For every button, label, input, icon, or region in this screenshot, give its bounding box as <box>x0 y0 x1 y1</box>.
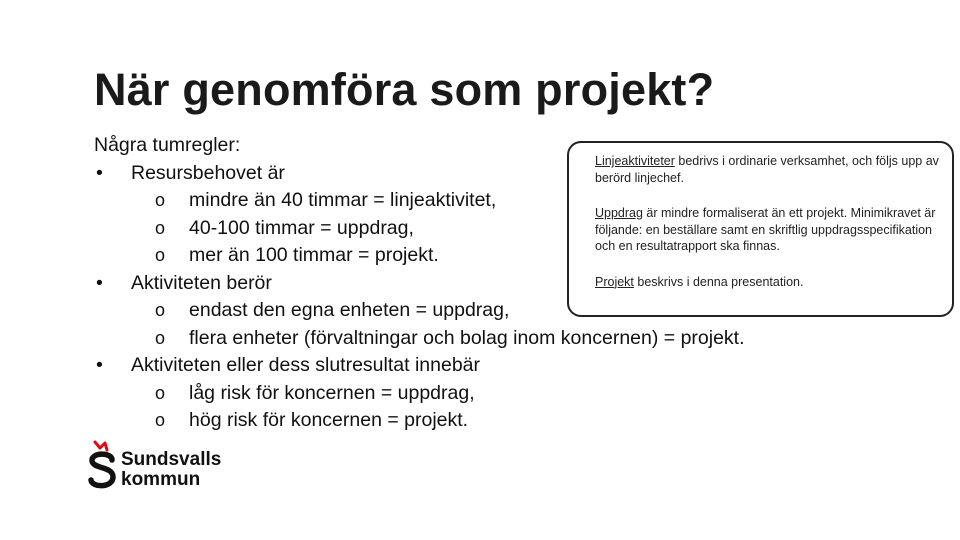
callout-item-projekt <box>595 274 942 291</box>
bullet-text: Resursbehovet är <box>131 161 285 184</box>
bullet-item <box>94 270 272 298</box>
sundsvalls-kommun-logo <box>86 438 246 498</box>
bullet-text: Aktiviteten berör <box>131 271 272 294</box>
bullet-marker: • <box>96 354 103 376</box>
sub-bullet-marker: o <box>155 217 166 238</box>
sub-bullet-marker: o <box>155 190 166 210</box>
sub-bullet-marker: o <box>155 245 166 265</box>
bullet-marker: • <box>96 161 103 184</box>
logo-wordmark <box>121 450 221 490</box>
sub-bullet-text: mer än 100 timmar = projekt. <box>189 244 439 266</box>
sub-bullet-text: mindre än 40 timmar = linjeaktivitet, <box>189 189 497 211</box>
sub-bullet-item <box>94 297 510 325</box>
callout-term: Uppdrag <box>595 206 643 220</box>
intro-text: Några tumregler: <box>94 134 241 156</box>
bullet-item <box>94 160 285 188</box>
sub-bullet-item <box>94 380 475 408</box>
sub-bullet-item <box>94 242 439 270</box>
bullet-marker: • <box>96 271 103 294</box>
callout-term: Projekt <box>595 274 634 289</box>
definitions-callout <box>567 141 954 317</box>
sub-bullet-marker: o <box>155 410 166 430</box>
sub-bullet-text: hög risk för koncernen = projekt. <box>189 409 469 431</box>
callout-item-linjeaktiviteter <box>595 153 942 186</box>
slide-title: När genomföra som projekt? <box>94 64 715 115</box>
sub-bullet-text: flera enheter (förvaltningar och bolag inom koncernen) = projekt. <box>189 326 745 349</box>
callout-text: bedrivs i ordinarie verksamhet, och följs upp av berörd linjechef. <box>595 154 939 185</box>
sub-bullet-item <box>94 325 745 353</box>
sub-bullet-item <box>94 215 414 243</box>
callout-text: beskrivs i denna presentation. <box>633 274 804 289</box>
sub-bullet-text: låg risk för koncernen = uppdrag, <box>189 381 475 404</box>
logo-emblem-icon <box>86 438 120 496</box>
sub-bullet-text: 40-100 timmar = uppdrag, <box>189 216 414 239</box>
callout-text: är mindre formaliserat än ett projekt. Minimikravet är följande: en beställare samt en skriftlig uppdragsspecifikation och en resultatrapport ska finnas. <box>595 206 936 253</box>
bullet-text: Aktiviteten eller dess slutresultat innebär <box>131 354 481 376</box>
callout-term: Linjeaktiviteter <box>595 154 675 168</box>
sub-bullet-item <box>94 187 497 215</box>
sub-bullet-marker: o <box>155 327 166 348</box>
logo-line-1: Sundsvalls <box>121 449 222 470</box>
sub-bullet-text: endast den egna enheten = uppdrag, <box>189 299 510 321</box>
bullet-item <box>94 352 481 380</box>
sub-bullet-marker: o <box>155 382 166 403</box>
intro-line <box>94 132 240 160</box>
callout-item-uppdrag <box>595 205 942 255</box>
sub-bullet-item <box>94 407 469 435</box>
logo-line-2: kommun <box>121 469 201 490</box>
sub-bullet-marker: o <box>155 300 166 320</box>
